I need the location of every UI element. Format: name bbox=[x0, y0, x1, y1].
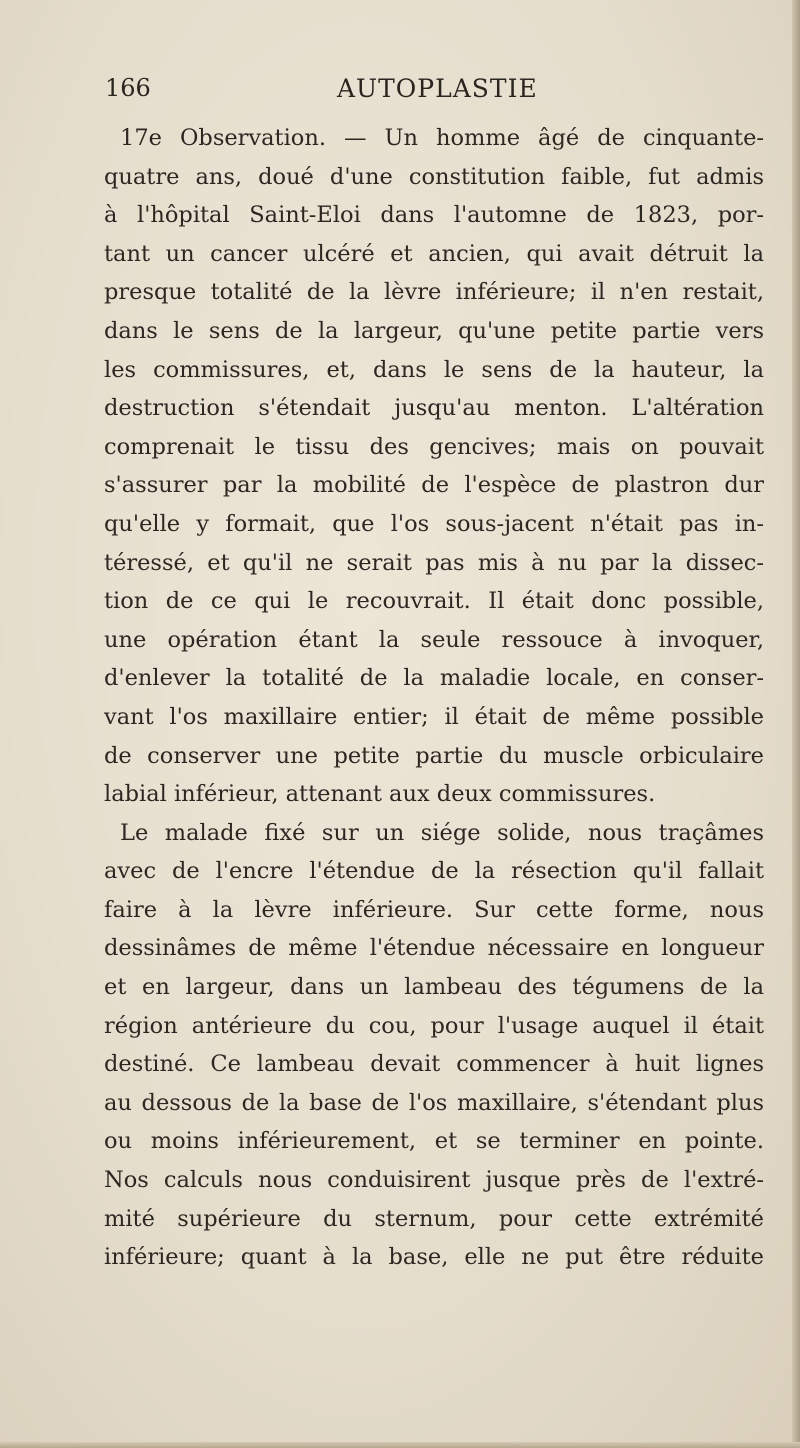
text-line: dessinâmes de même l'étendue nécessaire en longueur bbox=[104, 935, 764, 962]
text-line: tion de ce qui le recouvrait. Il était donc possible, bbox=[104, 588, 764, 615]
page-header bbox=[0, 70, 800, 110]
page-edge-bottom bbox=[0, 1442, 800, 1448]
text-line: tant un cancer ulcéré et ancien, qui avait détruit la bbox=[104, 240, 764, 267]
text-line: labial inférieur, attenant aux deux commissures. bbox=[104, 781, 656, 808]
text-line: Nos calculs nous conduisirent jusque près de l'extré- bbox=[104, 1167, 764, 1194]
text-line: mité supérieure du sternum, pour cette extrémité bbox=[104, 1205, 764, 1232]
text-line: téressé, et qu'il ne serait pas mis à nu par la dissec- bbox=[104, 549, 764, 576]
page-number: 166 bbox=[105, 74, 151, 102]
text-line: ou moins inférieurement, et se terminer en pointe. bbox=[104, 1128, 764, 1155]
text-line: 17e Observation. — Un homme âgé de cinquante- bbox=[120, 125, 764, 151]
text-line: faire à la lèvre inférieure. Sur cette forme, nous bbox=[104, 896, 764, 923]
text-line: les commissures, et, dans le sens de la hauteur, la bbox=[104, 356, 764, 383]
text-line: quatre ans, doué d'une constitution faible, fut admis bbox=[104, 163, 764, 190]
text-line: au dessous de la base de l'os maxillaire, s'étendant plus bbox=[104, 1089, 764, 1116]
text-line: inférieure; quant à la base, elle ne put être réduite bbox=[104, 1244, 764, 1271]
text-line: d'enlever la totalité de la maladie locale, en conser- bbox=[104, 665, 764, 692]
body-text bbox=[104, 119, 764, 1277]
text-line: destruction s'étendait jusqu'au menton. L'altération bbox=[104, 395, 764, 422]
text-line: et en largeur, dans un lambeau des tégumens de la bbox=[104, 974, 764, 1001]
text-line: presque totalité de la lèvre inférieure; il n'en restait, bbox=[104, 279, 764, 306]
text-line: une opération étant la seule ressouce à invoquer, bbox=[104, 626, 764, 653]
text-line: Le malade fixé sur un siége solide, nous traçâmes bbox=[120, 819, 764, 846]
text-line: comprenait le tissu des gencives; mais on pouvait bbox=[104, 433, 764, 460]
text-line: s'assurer par la mobilité de l'espèce de plastron dur bbox=[104, 472, 764, 499]
text-line: avec de l'encre l'étendue de la résection qu'il fallait bbox=[104, 858, 764, 885]
running-title: AUTOPLASTIE bbox=[337, 74, 538, 103]
text-line: dans le sens de la largeur, qu'une petite partie vers bbox=[104, 317, 764, 344]
text-line: vant l'os maxillaire entier; il était de même possible bbox=[104, 703, 764, 730]
page-edge-right bbox=[792, 0, 800, 1448]
text-line: région antérieure du cou, pour l'usage auquel il était bbox=[104, 1012, 764, 1039]
text-line: à l'hôpital Saint-Eloi dans l'automne de 1823, por- bbox=[104, 202, 764, 229]
text-line: qu'elle y formait, que l'os sous-jacent n'était pas in- bbox=[104, 510, 764, 537]
text-line: de conserver une petite partie du muscle orbiculaire bbox=[104, 742, 764, 769]
text-line: destiné. Ce lambeau devait commencer à huit lignes bbox=[104, 1051, 764, 1078]
